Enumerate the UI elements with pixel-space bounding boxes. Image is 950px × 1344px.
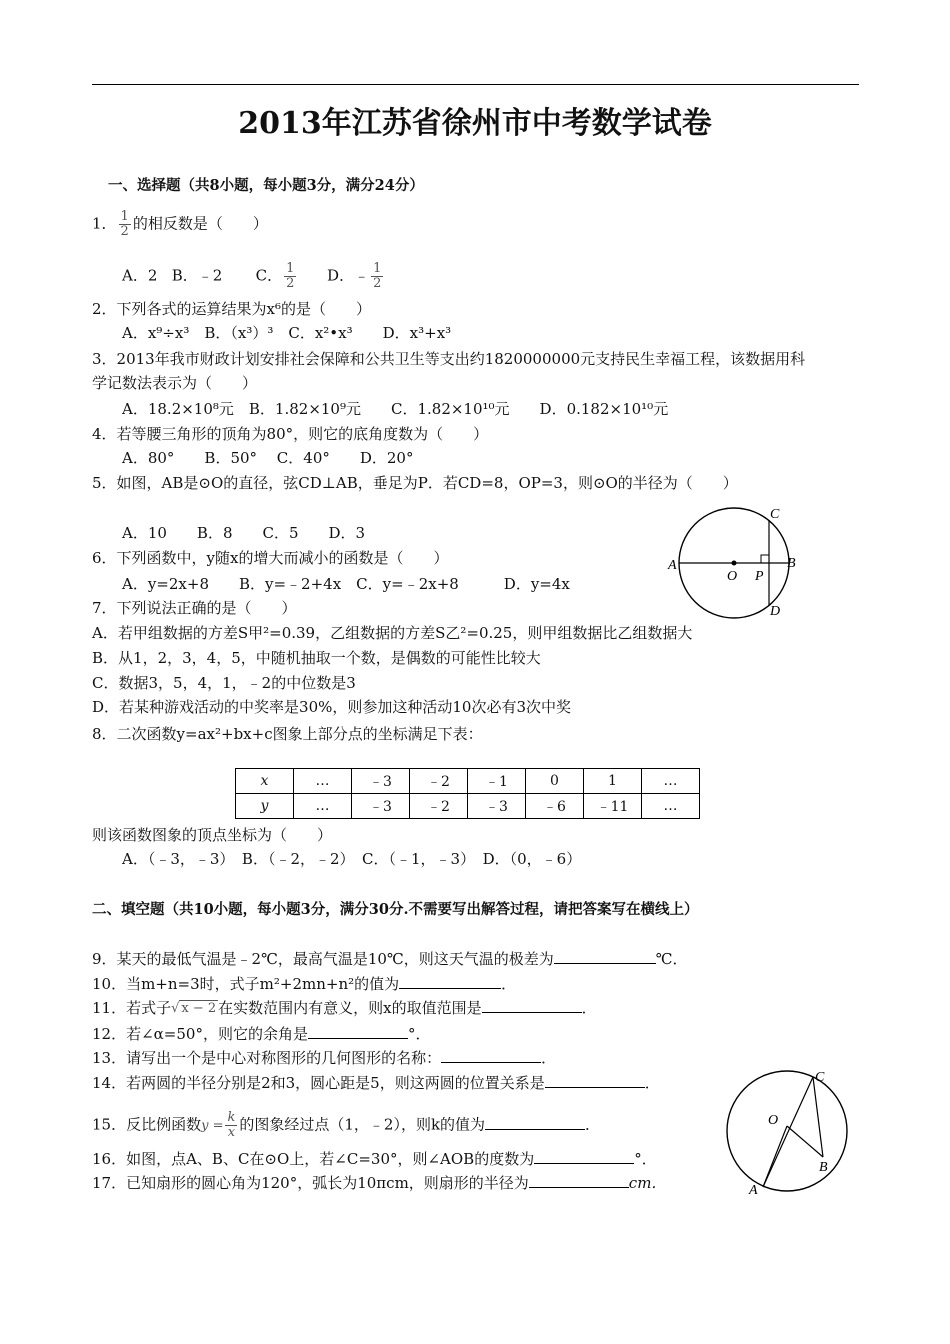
table-cell: … [294,794,352,819]
label-b: B [819,1160,828,1175]
q17-text: 17．已知扇形的圆心角为120°，弧长为10πcm，则扇形的半径为 [92,1174,529,1192]
q10-text: 10．当m+n=3时，式子m²+2mn+n²的值为 [92,975,400,993]
q11-answer-blank[interactable] [482,998,582,1013]
q12-answer-blank[interactable] [308,1024,408,1039]
segment-cb [813,1077,823,1157]
q11 [92,998,597,1019]
q3-stem-line2: 学记数法表示为（ ） [92,374,258,392]
q1-number: 1． [92,214,117,233]
q16-answer-blank[interactable] [534,1149,634,1164]
q8-table [235,768,700,819]
q8-table-row-x [236,769,700,794]
q5-circle-figure [664,500,814,620]
q15-answer-blank[interactable] [485,1115,585,1130]
q14-text: 14．若两圆的半径分别是2和3，圆心距是5，则这两圆的位置关系是 [92,1074,545,1092]
q7-option-a: A．若甲组数据的方差S甲²=0.39，乙组数据的方差S乙²=0.25，则甲组数据比乙组数据大 [92,624,693,642]
q7-stem: 7．下列说法正确的是（ ） [92,599,297,617]
q10 [92,974,516,994]
segment-ob [787,1126,823,1157]
table-cell: ﹣2 [410,769,468,794]
q10-answer-blank[interactable] [399,974,501,989]
q1-options [122,262,385,291]
label-p: P [755,569,764,584]
q1-option-a: A．2 [122,266,158,285]
q8-after: 则该函数图象的顶点坐标为（ ） [92,826,333,844]
table-cell: … [294,769,352,794]
q9-tail: ℃． [655,950,688,968]
label-a: A [668,558,677,573]
table-cell: 0 [526,769,584,794]
q1-option-b: B．﹣2 [171,266,223,285]
q17 [92,1173,666,1193]
q15 [92,1111,600,1140]
q13-tail: ． [541,1049,557,1067]
label-b: B [787,556,796,571]
q15-fraction: $\frac{k}{x}$ [227,1110,236,1140]
table-cell: ﹣3 [352,794,410,819]
q1-option-d-fraction: $\frac{1}{2}$ [373,261,382,291]
q4-options: A．80° B．50° C．40° D．20° [122,449,414,467]
q17-tail: cm． [628,1174,667,1192]
q14 [92,1073,660,1093]
table-cell: … [642,769,700,794]
label-a: A [749,1183,758,1198]
table-cell: ﹣3 [352,769,410,794]
q7-option-c: C．数据3，5，4，1，﹣2的中位数是3 [92,674,356,692]
q1-option-c: C． [255,266,283,285]
table-cell: 1 [584,769,642,794]
q16-circle-figure [720,1064,855,1199]
q15-tail: ． [585,1115,601,1134]
q16-text: 16．如图，点A、B、C在⊙O上，若∠C=30°，则∠AOB的度数为 [92,1150,535,1168]
q5-stem: 5．如图，AB是⊙O的直径，弦CD⊥AB，垂足为P．若CD=8，OP=3，则⊙O的半径为（ ） [92,474,738,492]
table-cell: ﹣1 [468,769,526,794]
label-c: C [815,1070,825,1085]
q4-stem: 4．若等腰三角形的顶角为80°，则它的底角度数为（ ） [92,425,489,443]
q8-options: A．（﹣3，﹣3） B．（﹣2，﹣2） C．（﹣1，﹣3） D．（0，﹣6） [122,850,582,868]
q6-options: A．y=2x+8 B．y=﹣2+4x C．y=﹣2x+8 D．y=4x [122,575,570,593]
q7-option-b: B．从1，2，3，4，5，中随机抽取一个数，是偶数的可能性比较大 [92,649,541,667]
q11-text: 在实数范围内有意义，则x的取值范围是 [218,999,482,1017]
table-cell: x [236,769,294,794]
q3-stem-line1: 3．2013年我市财政计划安排社会保障和公共卫生等支出约1820000000元支持民生幸福工程，该数据用科 [92,350,806,368]
table-cell: … [642,794,700,819]
q1-stem [92,210,268,239]
q9 [92,949,688,969]
q9-text: 9．某天的最低气温是﹣2℃，最高气温是10℃，则这天气温的极差为 [92,950,554,968]
q13 [92,1048,556,1068]
q7-option-d: D．若某种游戏活动的中奖率是30%，则参加这种活动10次必有3次中奖 [92,698,571,716]
q15-pre: 15．反比例函数 [92,1115,202,1134]
q10-tail: ． [501,975,517,993]
q16 [92,1149,657,1169]
section2-heading: 二、填空题（共10小题，每小题3分，满分30分.不需要写出解答过程，请把答案写在横线上） [92,901,699,918]
label-c: C [770,507,780,522]
label-o: O [727,569,738,584]
table-cell: ﹣11 [584,794,642,819]
right-angle-mark [761,555,769,563]
table-cell: ﹣6 [526,794,584,819]
label-d: D [770,604,781,619]
q9-answer-blank[interactable] [554,949,656,964]
label-o: O [768,1113,779,1128]
q5-options: A．10 B．8 C．5 D．3 [122,524,366,542]
q2-stem: 2．下列各式的运算结果为x⁶的是（ ） [92,300,372,318]
q17-answer-blank[interactable] [529,1173,629,1188]
q8-table-row-y [236,794,700,819]
q2-options: A．x⁹÷x³ B．（x³）³ C．x²•x³ D．x³+x³ [122,324,452,342]
q14-tail: ． [644,1074,660,1092]
center-point [732,561,737,566]
q11-pre: 11．若式子 [92,999,172,1017]
q12-text: 12．若∠α=50°，则它的余角是 [92,1025,308,1043]
q8-stem: 8．二次函数y=ax²+bx+c图象上部分点的坐标满足下表： [92,725,483,743]
circle-o [727,1071,847,1191]
q13-text: 13．请写出一个是中心对称图形的几何图形的名称： [92,1049,442,1067]
q11-sqrt: √ x − 2 [171,1001,217,1016]
segment-ao [763,1126,787,1187]
q3-options: A．18.2×10⁸元 B．1.82×10⁹元 C．1.82×10¹⁰元 D．0.182×10¹⁰元 [122,400,669,418]
table-cell: y [236,794,294,819]
segment-ac [763,1077,813,1187]
section1-heading: 一、选择题（共8小题，每小题3分，满分24分） [108,177,424,194]
q16-tail: °． [634,1150,657,1168]
page-title: 2013年江苏省徐州市中考数学试卷 [238,106,712,141]
q1-option-c-fraction: $\frac{1}{2}$ [286,261,295,291]
table-cell: ﹣3 [468,794,526,819]
q14-answer-blank[interactable] [545,1073,645,1088]
q1-fraction: $\frac{1}{2}$ [120,209,129,239]
q15-text: 的图象经过点（1，﹣2），则k的值为 [239,1115,486,1134]
q11-tail: ． [581,999,597,1017]
q13-answer-blank[interactable] [441,1048,541,1063]
top-rule [92,84,859,85]
q15-lhs: y = [201,1118,224,1134]
q12-tail: °． [407,1025,431,1043]
q12 [92,1024,430,1044]
q1-text: 的相反数是（ ） [132,214,268,233]
table-cell: ﹣2 [410,794,468,819]
q1-option-d: D．﹣ [327,266,370,285]
q6-stem: 6．下列函数中，y随x的增大而减小的函数是（ ） [92,549,449,567]
